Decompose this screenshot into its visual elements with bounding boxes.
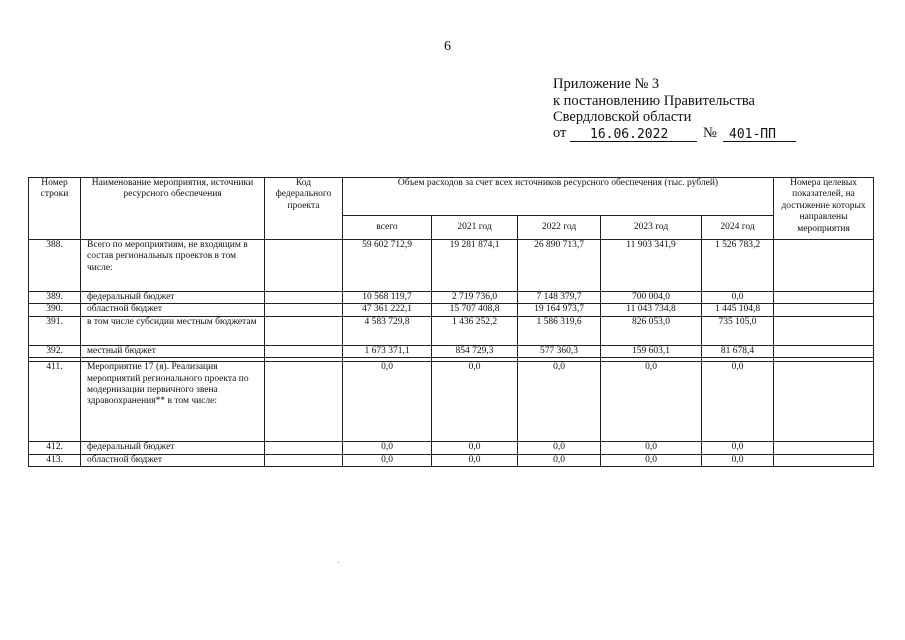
table-row [29, 442, 874, 454]
row-2023: 0,0 [601, 442, 702, 454]
row-targets [774, 345, 874, 357]
appendix-header [553, 76, 755, 126]
from-label: от [553, 125, 567, 141]
row-2022: 26 890 713,7 [518, 240, 601, 292]
row-total: 0,0 [343, 362, 432, 442]
header-volume: Объем расходов за счет всех источников ресурсного обеспечения (тыс. рублей) [343, 178, 774, 216]
row-targets [774, 292, 874, 304]
header-2023: 2023 год [601, 216, 702, 240]
row-name: федеральный бюджет [81, 442, 265, 454]
budget-table [28, 177, 874, 467]
row-2022: 19 164 973,7 [518, 304, 601, 316]
row-targets [774, 362, 874, 442]
document-date: 16.06.2022 [590, 127, 669, 142]
table-row [29, 304, 874, 316]
header-row-1 [29, 178, 874, 216]
row-2022: 0,0 [518, 454, 601, 466]
row-targets [774, 442, 874, 454]
row-2022: 0,0 [518, 442, 601, 454]
row-2022: 7 148 379,7 [518, 292, 601, 304]
row-name: в том числе субсидии местным бюджетам [81, 316, 265, 345]
row-name: областной бюджет [81, 304, 265, 316]
row-total: 10 568 119,7 [343, 292, 432, 304]
row-2024: 0,0 [702, 442, 774, 454]
row-2021: 854 729,3 [432, 345, 518, 357]
document-number: 401-ПП [729, 127, 776, 142]
row-2021: 19 281 874,1 [432, 240, 518, 292]
table-row [29, 345, 874, 357]
row-fed-code [265, 304, 343, 316]
row-2021: 0,0 [432, 442, 518, 454]
row-2021: 0,0 [432, 454, 518, 466]
document-date-number [553, 125, 776, 142]
row-fed-code [265, 316, 343, 345]
row-total: 47 361 222,1 [343, 304, 432, 316]
appendix-title: Приложение № 3 [553, 76, 660, 92]
row-2023: 0,0 [601, 454, 702, 466]
row-2024: 1 526 783,2 [702, 240, 774, 292]
row-number: 412. [29, 442, 81, 454]
scan-speck [338, 562, 339, 563]
row-2023: 11 903 341,9 [601, 240, 702, 292]
header-targets: Номера целевых показателей, на достижение которых направлены мероприятия [774, 178, 874, 240]
row-2024: 1 445 104,8 [702, 304, 774, 316]
row-fed-code [265, 362, 343, 442]
row-number: 411. [29, 362, 81, 442]
row-number: 388. [29, 240, 81, 292]
header-2024: 2024 год [702, 216, 774, 240]
row-2024: 0,0 [702, 292, 774, 304]
table-row [29, 240, 874, 292]
row-2023: 159 603,1 [601, 345, 702, 357]
row-2021: 0,0 [432, 362, 518, 442]
page-number: 6 [444, 39, 451, 54]
row-2022: 0,0 [518, 362, 601, 442]
header-total: всего [343, 216, 432, 240]
row-targets [774, 316, 874, 345]
row-2024: 81 678,4 [702, 345, 774, 357]
row-2022: 577 360,3 [518, 345, 601, 357]
row-2024: 0,0 [702, 362, 774, 442]
row-targets [774, 240, 874, 292]
row-fed-code [265, 292, 343, 304]
row-targets [774, 304, 874, 316]
table-row [29, 362, 874, 442]
row-total: 1 673 371,1 [343, 345, 432, 357]
header-2021: 2021 год [432, 216, 518, 240]
row-2023: 700 004,0 [601, 292, 702, 304]
row-total: 4 583 729,8 [343, 316, 432, 345]
row-fed-code [265, 454, 343, 466]
row-number: 390. [29, 304, 81, 316]
row-2024: 735 105,0 [702, 316, 774, 345]
row-2024: 0,0 [702, 454, 774, 466]
row-2023: 0,0 [601, 362, 702, 442]
header-name: Наименование мероприятия, источники ресурсного обеспечения [81, 178, 265, 240]
row-number: 413. [29, 454, 81, 466]
appendix-resolution-line: к постановлению Правительства [553, 92, 755, 109]
row-2021: 15 707 408,8 [432, 304, 518, 316]
row-name: Мероприятие 17 (я). Реализация мероприятий регионального проекта по модернизации первичного звена здравоохранения** в том числе: [81, 362, 265, 442]
row-name: федеральный бюджет [81, 292, 265, 304]
row-2022: 1 586 319,6 [518, 316, 601, 345]
row-fed-code [265, 442, 343, 454]
row-number: 391. [29, 316, 81, 345]
header-row-number: Номер строки [29, 178, 81, 240]
header-fed-code: Код федерального проекта [265, 178, 343, 240]
row-2021: 2 719 736,0 [432, 292, 518, 304]
row-fed-code [265, 240, 343, 292]
number-label: № [703, 125, 717, 141]
row-total: 59 602 712,9 [343, 240, 432, 292]
row-number: 389. [29, 292, 81, 304]
header-2022: 2022 год [518, 216, 601, 240]
row-fed-code [265, 345, 343, 357]
row-total: 0,0 [343, 454, 432, 466]
appendix-region-line: Свердловской области [553, 109, 692, 125]
table-row [29, 454, 874, 466]
row-name: местный бюджет [81, 345, 265, 357]
table-row [29, 316, 874, 345]
row-2023: 826 053,0 [601, 316, 702, 345]
row-2021: 1 436 252,2 [432, 316, 518, 345]
row-name: областной бюджет [81, 454, 265, 466]
row-number: 392. [29, 345, 81, 357]
row-targets [774, 454, 874, 466]
row-name: Всего по мероприятиям, не входящим в состав региональных проектов в том числе: [81, 240, 265, 292]
table-row [29, 292, 874, 304]
row-total: 0,0 [343, 442, 432, 454]
row-2023: 11 043 734,8 [601, 304, 702, 316]
